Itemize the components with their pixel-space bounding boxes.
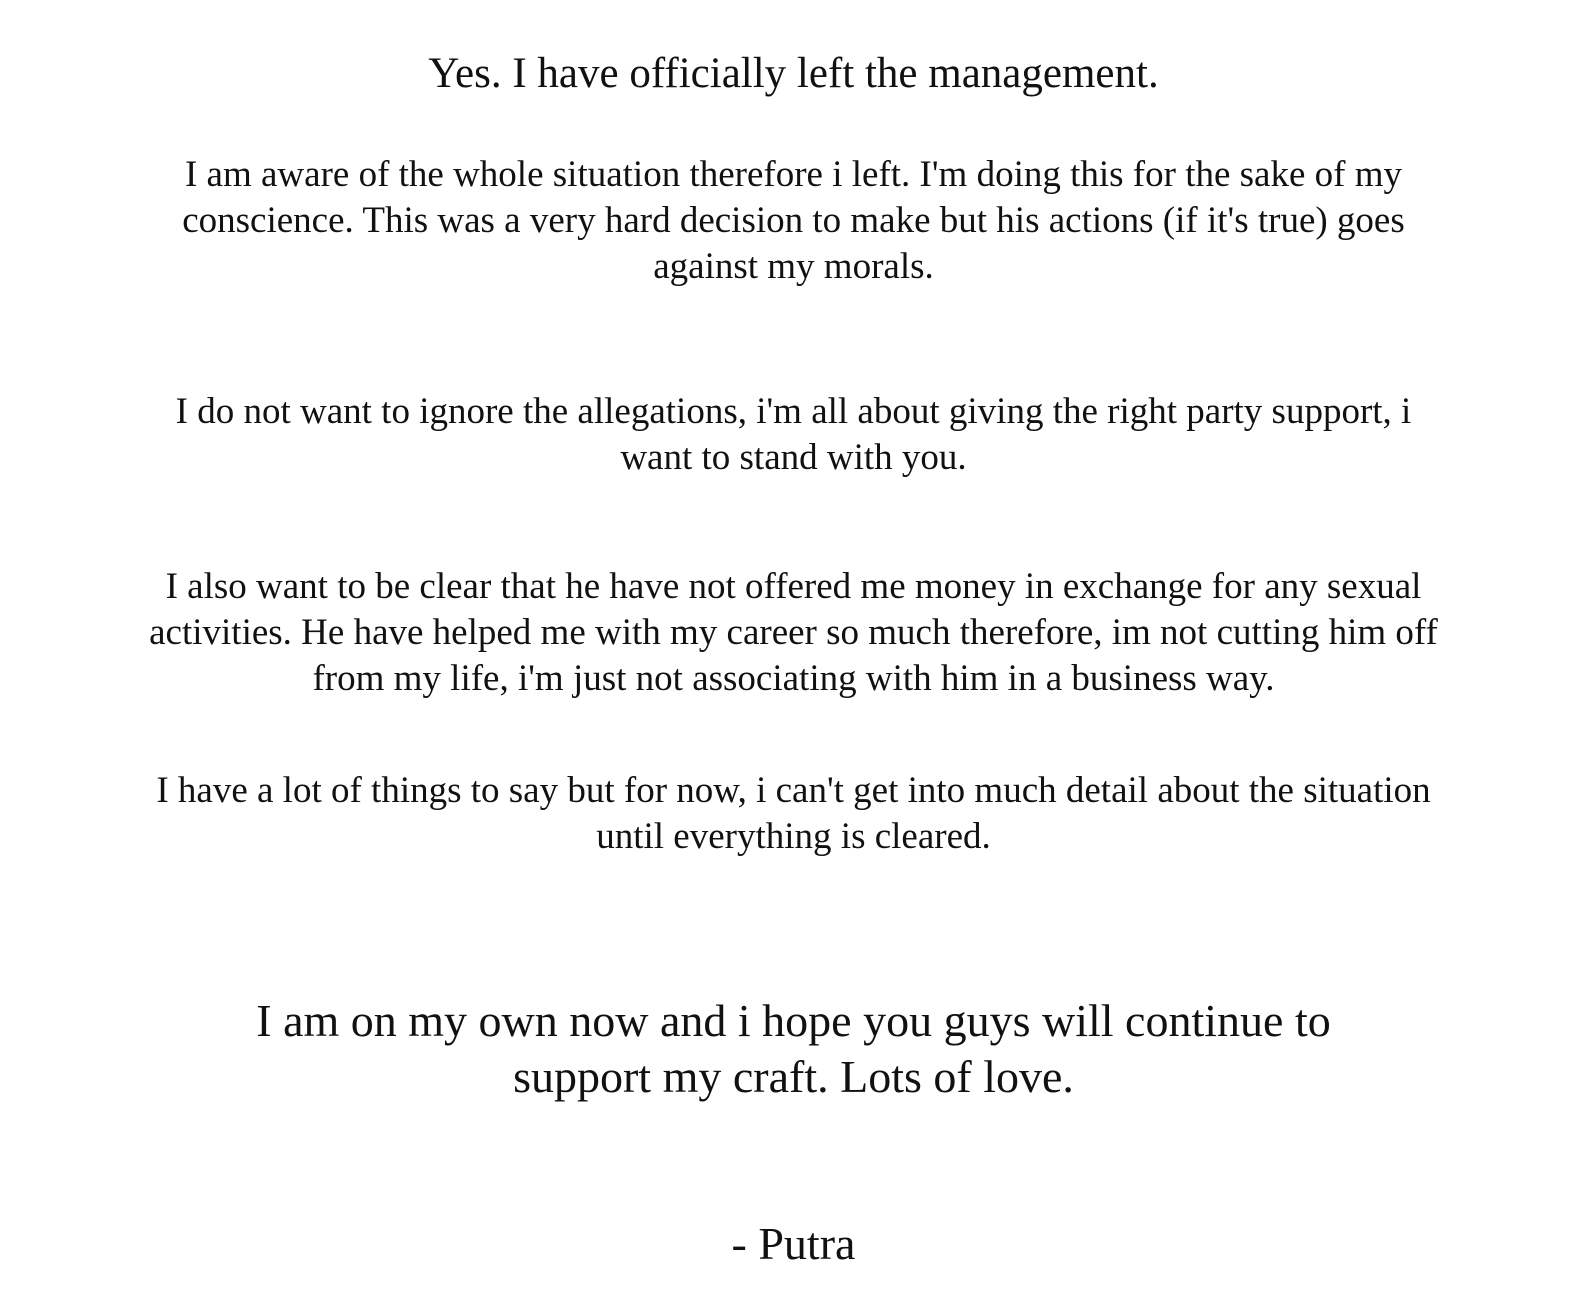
paragraph-line: I have a lot of things to say but for now, i can't get into much detail about the situation [156,770,1431,811]
paragraph-allegations [0,389,1587,481]
paragraph-clarification [0,564,1587,702]
paragraph-awareness [0,152,1587,290]
closing-line: support my craft. Lots of love. [513,1051,1074,1102]
closing-line: I am on my own now and i hope you guys will continue to [256,995,1331,1046]
paragraph-line: against my morals. [653,246,934,287]
paragraph-line: I am aware of the whole situation therefore i left. I'm doing this for the sake of my [184,154,1402,195]
paragraph-line: want to stand with you. [620,437,967,478]
statement-title: Yes. I have officially left the management. [428,50,1159,97]
closing-message [0,993,1587,1105]
paragraph-line: I also want to be clear that he have not offered me money in exchange for any sexual [165,566,1422,607]
paragraph-details [0,768,1587,860]
signature: - Putra [731,1218,856,1269]
paragraph-line: I do not want to ignore the allegations, i'm all about giving the right party support, i [175,391,1412,432]
paragraph-line: until everything is cleared. [596,816,991,857]
paragraph-line: activities. He have helped me with my career so much therefore, im not cutting him off [149,612,1438,653]
paragraph-line: conscience. This was a very hard decision to make but his actions (if it's true) goes [182,200,1405,241]
paragraph-line: from my life, i'm just not associating with him in a business way. [312,658,1275,699]
